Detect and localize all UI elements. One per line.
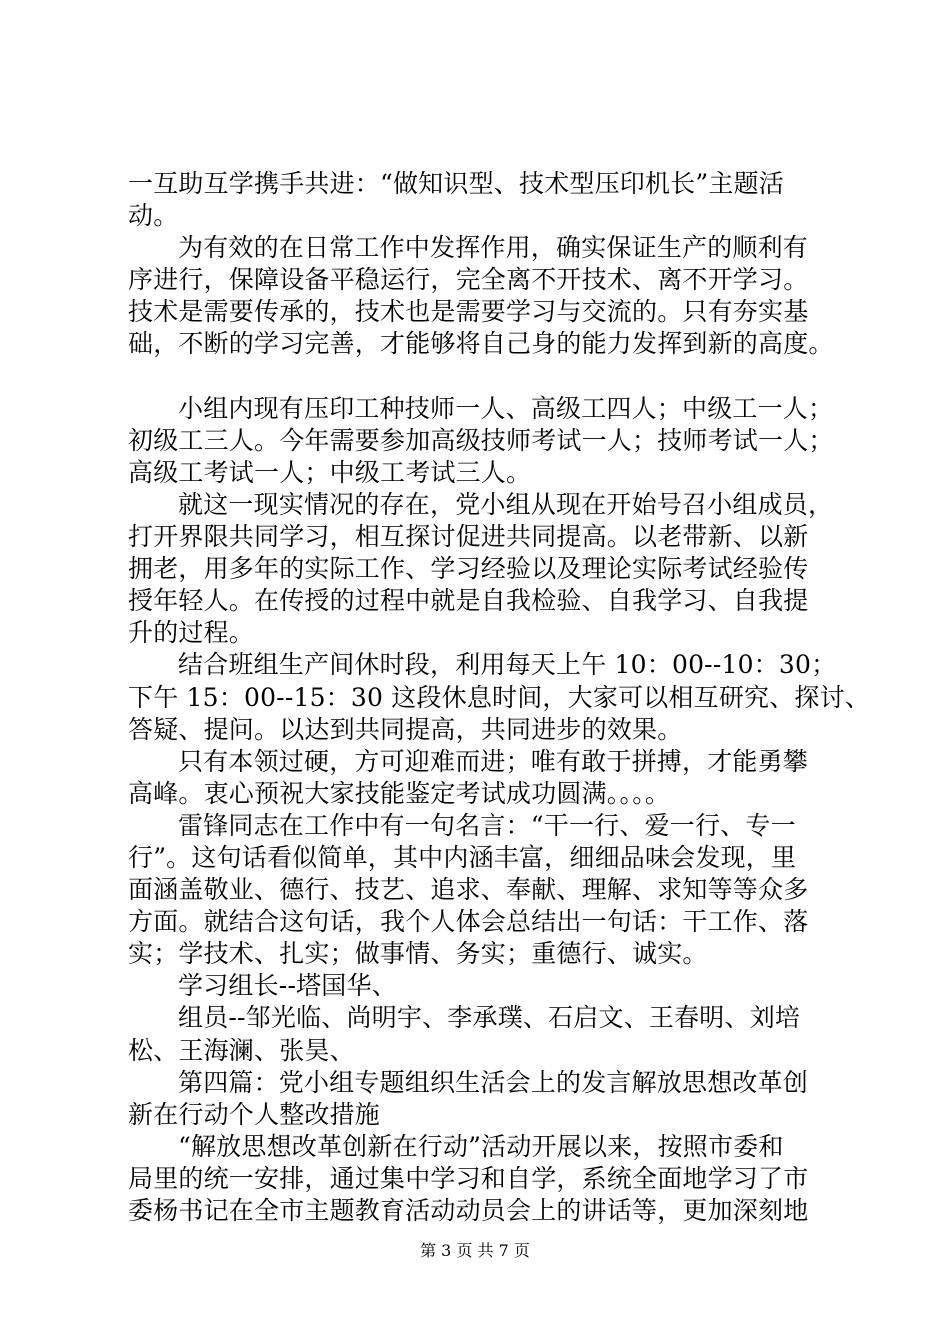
- section-heading-line: 第四篇：党小组专题组织生活会上的发言解放思想改革创: [178, 1067, 809, 1097]
- paragraph-line: 雷锋同志在工作中有一句名言：“干一行、爱一行、专一: [178, 810, 796, 840]
- paragraph-line: 下午 15：00--15：30 这段休息时间，大家可以相互研究、探讨、: [128, 682, 871, 712]
- paragraph-line: 结合班组生产间休时段，利用每天上午 10：00--10：30；: [178, 650, 837, 680]
- section-heading-line: 新在行动个人整改措施: [128, 1099, 381, 1129]
- paragraph-line: 松、王海澜、张昊、: [128, 1035, 355, 1065]
- paragraph-line: 高峰。衷心预祝大家技能鉴定考试成功圆满。。。。: [128, 778, 671, 808]
- paragraph-line: 面涵盖敬业、德行、技艺、追求、奉献、理解、求知等等众多: [128, 875, 809, 905]
- paragraph-line: 为有效的在日常工作中发挥作用，确实保证生产的顺利有: [178, 233, 809, 263]
- paragraph-line: 动。: [128, 201, 179, 231]
- paragraph-line: 方面。就结合这句话，我个人体会总结出一句话：干工作、落: [128, 907, 809, 937]
- paragraph-line: 升的过程。: [128, 618, 255, 648]
- blank-line: [128, 361, 833, 393]
- document-body: [128, 168, 871, 1227]
- paragraph-line: 行”。这句话看似简单，其中内涵丰富，细细品味会发现，里: [128, 842, 797, 872]
- paragraph-line: 技术是需要传承的，技术也是需要学习与交流的。只有夯实基: [128, 297, 809, 327]
- paragraph-line: “解放思想改革创新在行动”活动开展以来，按照市委和: [178, 1131, 784, 1161]
- paragraph-line: 小组内现有压印工种技师一人、高级工四人；中级工一人；: [178, 393, 834, 423]
- paragraph-line: 只有本领过硬，方可迎难而进；唯有敢于拼搏，才能勇攀: [178, 746, 809, 776]
- paragraph-line: 打开界限共同学习，相互探讨促进共同提高。以老带新、以新: [128, 522, 809, 552]
- page-number-footer: 第 3 页 共 7 页: [420, 1241, 530, 1260]
- paragraph-line: 实；学技术、扎实；做事情、务实；重德行、诚实。: [128, 939, 708, 969]
- paragraph-line: 序进行，保障设备平稳运行，完全离不开技术、离不开学习。: [128, 265, 809, 295]
- paragraph-line: 授年轻人。在传授的过程中就是自我检验、自我学习、自我提: [128, 586, 809, 616]
- paragraph-line: 拥老，用多年的实际工作、学习经验以及理论实际考试经验传: [128, 554, 809, 584]
- paragraph-line: 础，不断的学习完善，才能够将自己身的能力发挥到新的高度。: [128, 329, 834, 359]
- paragraph-line: 局里的统一安排，通过集中学习和自学，系统全面地学习了市: [128, 1163, 809, 1193]
- paragraph-line: 学习组长--塔国华、: [178, 971, 397, 1001]
- paragraph-line: 组员--邹光临、尚明宇、李承璞、石启文、王春明、刘培: [178, 1003, 801, 1033]
- paragraph-line: 就这一现实情况的存在，党小组从现在开始号召小组成员，: [178, 489, 834, 519]
- paragraph-line: 一互助互学携手共进：“做知识型、技术型压印机长”主题活: [128, 169, 784, 198]
- paragraph-line: 高级工考试一人；中级工考试三人。: [128, 457, 532, 487]
- paragraph-line: 委杨书记在全市主题教育活动动员会上的讲话等，更加深刻地: [128, 1196, 809, 1225]
- paragraph-line: 答疑、提问。以达到共同提高，共同进步的效果。: [128, 714, 683, 744]
- paragraph-line: 初级工三人。今年需要参加高级技师考试一人；技师考试一人；: [128, 425, 834, 455]
